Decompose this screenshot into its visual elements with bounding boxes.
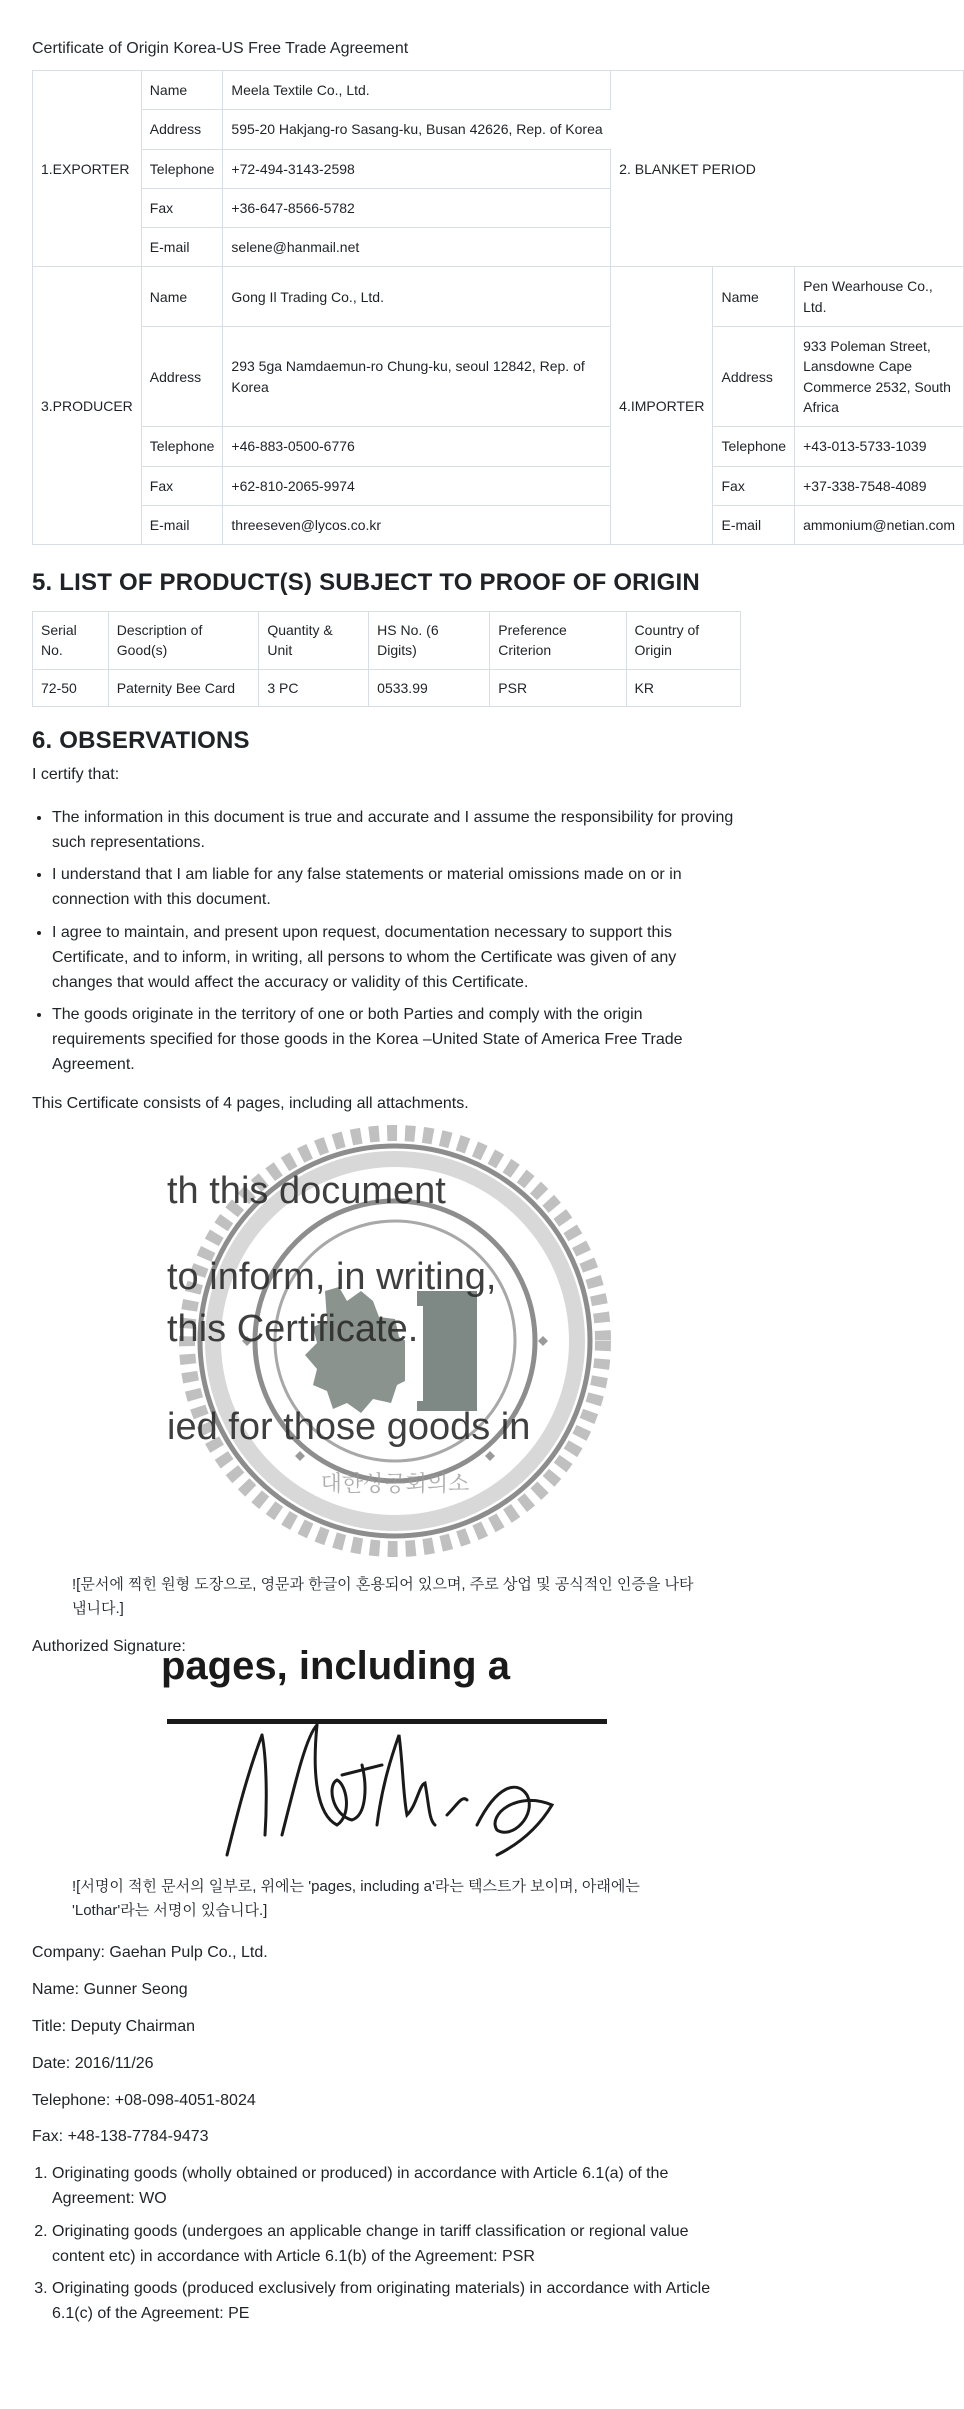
col-quantity-header: Quantity & Unit xyxy=(259,612,369,670)
producer-section-label: 3.PRODUCER xyxy=(33,267,142,545)
signer-info xyxy=(32,1941,737,2150)
blanket-period-cell xyxy=(611,71,964,267)
importer-fax-value: +37-338-7548-4089 xyxy=(795,466,964,505)
signer-telephone: Telephone: +08-098-4051-8024 xyxy=(32,2091,256,2109)
producer-row-name xyxy=(33,267,964,327)
exporter-address-text: 595-20 Hakjang-ro Sasang-ku, Busan 42626, Rep. of Korea xyxy=(231,121,603,138)
producer-row-email xyxy=(33,505,964,544)
exporter-telephone-label: Telephone xyxy=(141,149,223,188)
col-preference-header: Preference Criterion xyxy=(490,612,626,670)
importer-name-label: Name xyxy=(713,267,795,327)
producer-row-telephone xyxy=(33,427,964,466)
signer-title: Title: Deputy Chairman xyxy=(32,2018,196,2035)
seal-text-line: th this document xyxy=(167,1169,446,1212)
col-country-header: Country of Origin xyxy=(626,612,740,670)
blanket-period-label: 2. BLANKET PERIOD xyxy=(619,160,756,177)
table-row xyxy=(33,669,741,706)
seal-text-line: this Certificate. xyxy=(167,1307,419,1350)
producer-row-fax xyxy=(33,466,964,505)
cell-preference: PSR xyxy=(490,669,626,706)
criteria-list xyxy=(32,2162,737,2327)
seal-image xyxy=(167,1141,607,1561)
cell-quantity: 3 PC xyxy=(259,669,369,706)
producer-name-value: Gong Il Trading Co., Ltd. xyxy=(223,267,611,327)
exporter-address-label: Address xyxy=(141,110,223,149)
parties-table xyxy=(32,70,964,545)
producer-row-address xyxy=(33,327,964,427)
signature-caption: ![서명이 적힌 문서의 일부로, 위에는 'pages, including a'라는 텍스트가 보이며, 아래에는 'Lothar'라는 서명이 있습니다.] xyxy=(72,1878,640,1920)
cell-serial: 72-50 xyxy=(33,669,109,706)
importer-email-value: ammonium@netian.com xyxy=(795,505,964,544)
exporter-email-value: selene@hanmail.net xyxy=(223,228,611,267)
exporter-fax-value: +36-647-8566-5782 xyxy=(223,188,611,227)
producer-telephone-value: +46-883-0500-6776 xyxy=(223,427,611,466)
list-item: • The goods originate in the territory of one or both Parties and comply with the origin requirements specified for those goods in the Korea –United State of America Free Trade Agreement. xyxy=(52,1003,737,1077)
products-table xyxy=(32,611,741,707)
list-item: 3. Originating goods (produced exclusively from originating materials) in accordance with Article 6.1(c) of the Agreement: PE xyxy=(52,2277,737,2327)
importer-section-label: 4.IMPORTER xyxy=(611,267,713,545)
list-item: • I understand that I am liable for any false statements or material omissions made on or in connection with this document. xyxy=(52,863,737,913)
col-serial-header: Serial No. xyxy=(33,612,109,670)
producer-address-label: Address xyxy=(141,327,223,427)
products-heading: 5. LIST OF PRODUCT(S) SUBJECT TO PROOF OF ORIGIN xyxy=(32,569,700,597)
producer-fax-label: Fax xyxy=(141,466,223,505)
seal-image-block xyxy=(167,1141,607,1561)
seal-text-line: ied for those goods in xyxy=(167,1405,531,1448)
importer-address-label: Address xyxy=(713,327,795,427)
seal-emblem xyxy=(305,1287,477,1413)
products-header-row xyxy=(33,612,741,670)
exporter-name-value: Meela Textile Co., Ltd. xyxy=(223,71,611,110)
list-item: 2. Originating goods (undergoes an applicable change in tariff classification or regional value content etc) in accordance with Article 6.1(b) of the Agreement: PSR xyxy=(52,2220,737,2270)
list-item: 1. Originating goods (wholly obtained or produced) in accordance with Article 6.1(a) of the Agreement: WO xyxy=(52,2162,737,2212)
exporter-telephone-value: +72-494-3143-2598 xyxy=(223,149,611,188)
signature-image-text: pages, including a xyxy=(161,1644,510,1689)
producer-name-label: Name xyxy=(141,267,223,327)
exporter-row-name xyxy=(33,71,964,110)
list-item: • I agree to maintain, and present upon request, documentation necessary to support this Certificate, and to inform, in writing, all persons to whom the Certificate was given of any changes that would affect the accuracy or validity of this Certificate. xyxy=(52,921,737,995)
observations-heading: 6. OBSERVATIONS xyxy=(32,727,250,755)
authorized-signature-label: Authorized Signature: xyxy=(32,1637,186,1655)
seal-text-line: to inform, in writing, xyxy=(167,1255,497,1298)
exporter-email-label: E-mail xyxy=(141,228,223,267)
producer-address-value: 293 5ga Namdaemun-ro Chung-ku, seoul 12842, Rep. of Korea xyxy=(223,327,611,427)
signature-stroke xyxy=(227,1725,552,1855)
cell-hs: 0533.99 xyxy=(369,669,490,706)
importer-email-label: E-mail xyxy=(713,505,795,544)
seal-caption: ![문서에 찍힌 원형 도장으로, 영문과 한글이 혼용되어 있으며, 주로 상업 및 공식적인 인증을 나타냅니다.] xyxy=(72,1575,694,1617)
importer-fax-label: Fax xyxy=(713,466,795,505)
signature-rule xyxy=(167,1719,607,1724)
exporter-fax-label: Fax xyxy=(141,188,223,227)
document-title: Certificate of Origin Korea-US Free Trade Agreement xyxy=(32,40,409,57)
signature-image xyxy=(161,1644,607,1865)
pages-note: This Certificate consists of 4 pages, including all attachments. xyxy=(32,1094,469,1112)
signer-fax: Fax: +48-138-7784-9473 xyxy=(32,2128,209,2146)
signature-graphic xyxy=(161,1644,607,1865)
observations-list xyxy=(32,806,737,1078)
signer-date: Date: 2016/11/26 xyxy=(32,2054,154,2072)
signature-image-block xyxy=(161,1644,607,1865)
producer-telephone-label: Telephone xyxy=(141,427,223,466)
seal-graphic xyxy=(167,1141,607,1561)
producer-fax-value: +62-810-2065-9974 xyxy=(223,466,611,505)
cell-description: Paternity Bee Card xyxy=(108,669,259,706)
col-hs-header: HS No. (6 Digits) xyxy=(369,612,490,670)
importer-telephone-label: Telephone xyxy=(713,427,795,466)
producer-email-label: E-mail xyxy=(141,505,223,544)
importer-telephone-value: +43-013-5733-1039 xyxy=(795,427,964,466)
cell-country: KR xyxy=(626,669,740,706)
list-item: • The information in this document is true and accurate and I assume the responsibility for proving such representations. xyxy=(52,806,737,856)
producer-email-value: threeseven@lycos.co.kr xyxy=(223,505,611,544)
signer-name: Name: Gunner Seong xyxy=(32,1981,188,1999)
col-description-header: Description of Good(s) xyxy=(108,612,259,670)
importer-address-value: 933 Poleman Street, Lansdowne Cape Commerce 2532, South Africa xyxy=(795,327,964,427)
exporter-address-value xyxy=(223,110,611,149)
observations-intro: I certify that: xyxy=(32,766,120,784)
exporter-name-label: Name xyxy=(141,71,223,110)
importer-name-value: Pen Wearhouse Co., Ltd. xyxy=(795,267,964,327)
seal-korean-text: 대한상공회의소 xyxy=(320,1471,470,1497)
signer-company: Company: Gaehan Pulp Co., Ltd. xyxy=(32,1944,268,1962)
exporter-section-label: 1.EXPORTER xyxy=(33,71,142,267)
